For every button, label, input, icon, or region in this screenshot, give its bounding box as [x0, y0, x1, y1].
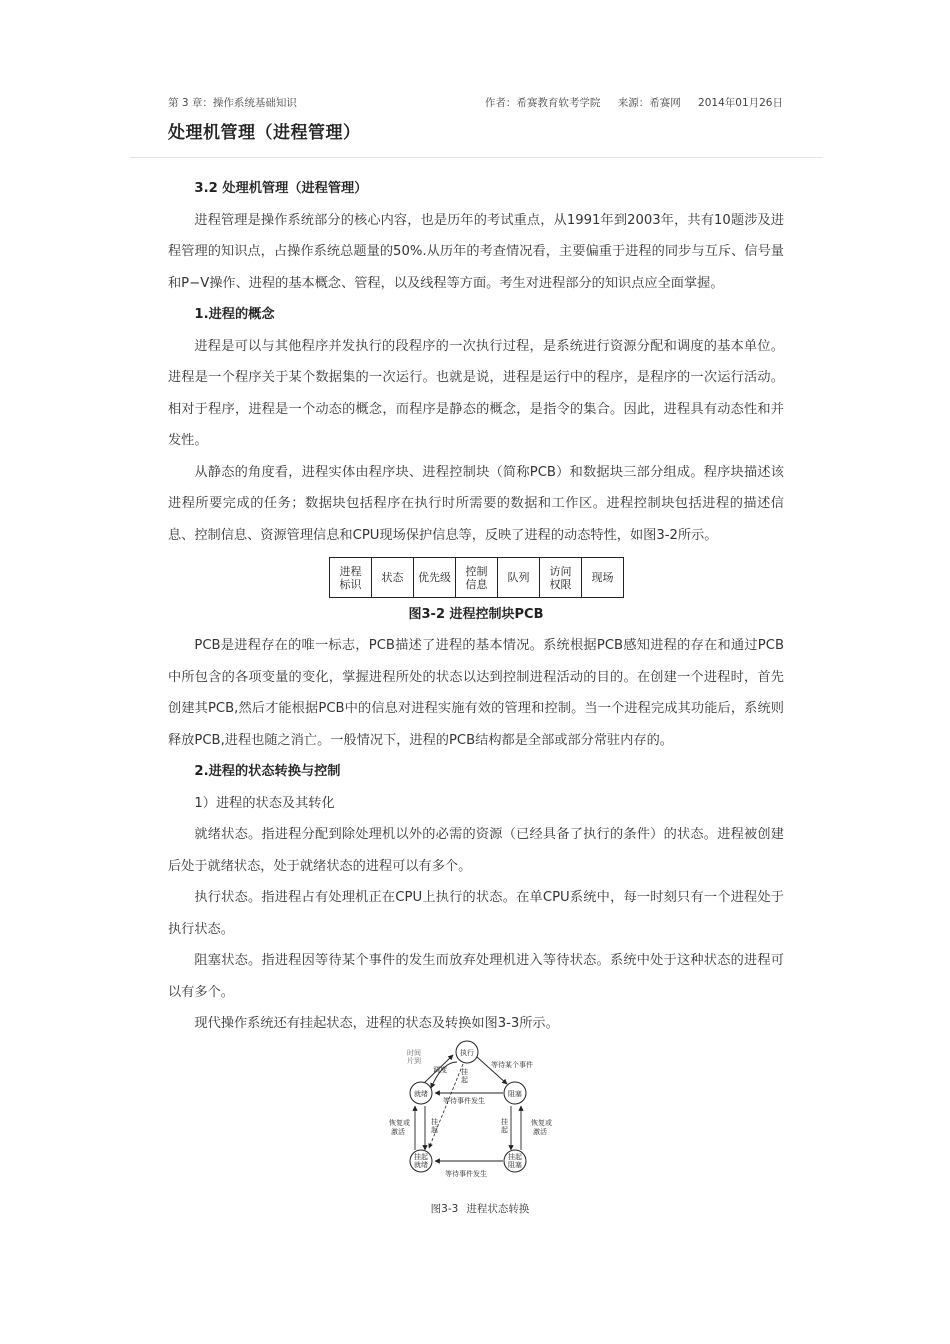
pcb-cell-queue: 队列: [498, 558, 540, 598]
date-label: 2014年01月26日: [698, 97, 783, 109]
state-diagram: [387, 1040, 567, 1190]
concept-paragraph: 进程是可以与其他程序并发执行的段程序的一次执行过程，是系统进行资源分配和调度的基本单位。进程是一个程序关于某个数据集的一次运行。也就是说，进程是运行中的程序，是程序的一次运行活动。相对于程序，进程是一个动态的概念，而程序是静态的概念，是指令的集合。因此，进程具有动态性和并发性。: [168, 338, 784, 448]
blocked-state-paragraph: 阻塞状态。指进程因等待某个事件的发生而放弃处理机进入等待状态。系统中处于这种状态的进程可以有多个。: [168, 953, 784, 1000]
svg-text:执行: 执行: [460, 1048, 474, 1057]
svg-text:激活: 激活: [533, 1127, 547, 1136]
svg-text:挂起: 挂起: [508, 1152, 522, 1161]
svg-text:起: 起: [501, 1125, 508, 1134]
label-suspend-right: 挂: [501, 1117, 508, 1126]
label-resume-left: 恢复或: [389, 1118, 410, 1127]
figure-3-3-caption: 图3-3 进程状态转换: [430, 1202, 530, 1215]
subheading-states: 1）进程的状态及其转化: [194, 795, 335, 811]
svg-text:挂起: 挂起: [414, 1152, 428, 1161]
pcb-cell-control: 控制 信息: [456, 558, 498, 598]
pcb-cell-access: 访问 权限: [540, 558, 582, 598]
pcb-table: [329, 557, 624, 598]
author-label: 作者：希赛教育软考学院: [484, 97, 601, 109]
svg-text:片到: 片到: [407, 1056, 421, 1065]
svg-text:就绪: 就绪: [414, 1089, 428, 1098]
svg-text:阻塞: 阻塞: [508, 1089, 522, 1098]
pcb-figure: [168, 551, 784, 600]
label-dispatch: 调度: [433, 1065, 447, 1074]
label-event-occurs-bottom: 等待事件发生: [445, 1169, 487, 1178]
label-event-occurs-top: 等待事件发生: [443, 1096, 485, 1105]
article-meta: [471, 95, 783, 110]
chapter-label: 第 3 章：操作系统基础知识: [168, 97, 297, 109]
heading-process-concept: 1.进程的概念: [194, 307, 275, 322]
running-state-paragraph: 执行状态。指进程占有处理机正在CPU上执行的状态。在单CPU系统中，每一时刻只有一个进程处于执行状态。: [168, 890, 784, 937]
source-label: 来源：希赛网: [617, 97, 681, 109]
svg-text:起: 起: [461, 1075, 468, 1084]
label-suspend-top: 挂: [461, 1067, 468, 1076]
pcb-cell-context: 现场: [582, 558, 624, 598]
label-wait-event: 等待某个事件: [491, 1060, 533, 1069]
pcb-paragraph: PCB是进程存在的唯一标志，PCB描述了进程的基本情况。系统根据PCB感知进程的存在和通过PCB中所包含的各项变量的变化，掌握进程所处的状态以达到控制进程活动的目的。在创建一个进程时，首先创建其PCB,然后才能根据PCB中的信息对进程实施有效的管理和控制。当一个进程完成其功能后，系统则释放PCB,进程也随之消亡。一般情况下，进程的PCB结构都是全部或部分常驻内存的。: [168, 638, 784, 748]
label-time-slice: 时间: [407, 1048, 421, 1057]
page-title: 处理机管理（进程管理）: [168, 123, 361, 143]
svg-text:起: 起: [431, 1125, 438, 1134]
header-divider: [130, 157, 823, 158]
article-body: [168, 173, 784, 1220]
static-view-paragraph: 从静态的角度看，进程实体由程序块、进程控制块（简称PCB）和数据块三部分组成。程序块描述该进程所要完成的任务；数据块包括程序在执行时所需要的数据和工作区。进程控制块包括进程的描述信息、控制信息、资源管理信息和CPU现场保护信息等，反映了进程的动态特性，如图3-2所示。: [168, 464, 784, 543]
modern-os-paragraph: 现代操作系统还有挂起状态，进程的状态及转换如图3-3所示。: [194, 1016, 559, 1031]
svg-text:激活: 激活: [391, 1127, 405, 1136]
pcb-cell-state: 状态: [372, 558, 414, 598]
label-resume-right: 恢复或: [531, 1118, 552, 1127]
svg-text:就绪: 就绪: [414, 1160, 428, 1169]
label-suspend-left: 挂: [431, 1117, 438, 1126]
intro-paragraph: 进程管理是操作系统部分的核心内容，也是历年的考试重点，从1991年到2003年，共有10题涉及进程管理的知识点，占操作系统总题量的50%.从历年的考查情况看，主要偏重于进程的同步与互斥、信号量和P−V操作、进程的基本概念、管程，以及线程等方面。考生对进程部分的知识点应全面掌握。: [168, 212, 784, 291]
edge-run-to-susp-ready: [429, 1064, 463, 1148]
pcb-cell-id: 进程 标识: [330, 558, 372, 598]
figure-3-2-caption: 图3-2 进程控制块PCB: [408, 607, 544, 622]
pcb-cell-priority: 优先级: [414, 558, 456, 598]
heading-state-transition: 2.进程的状态转换与控制: [194, 764, 341, 779]
ready-state-paragraph: 就绪状态。指进程分配到除处理机以外的必需的资源（已经具备了执行的条件）的状态。进程被创建后处于就绪状态，处于就绪状态的进程可以有多个。: [168, 827, 784, 874]
section-heading: 3.2 处理机管理（进程管理）: [194, 181, 368, 196]
state-diagram-figure: [168, 1040, 784, 1198]
svg-text:阻塞: 阻塞: [508, 1160, 522, 1169]
